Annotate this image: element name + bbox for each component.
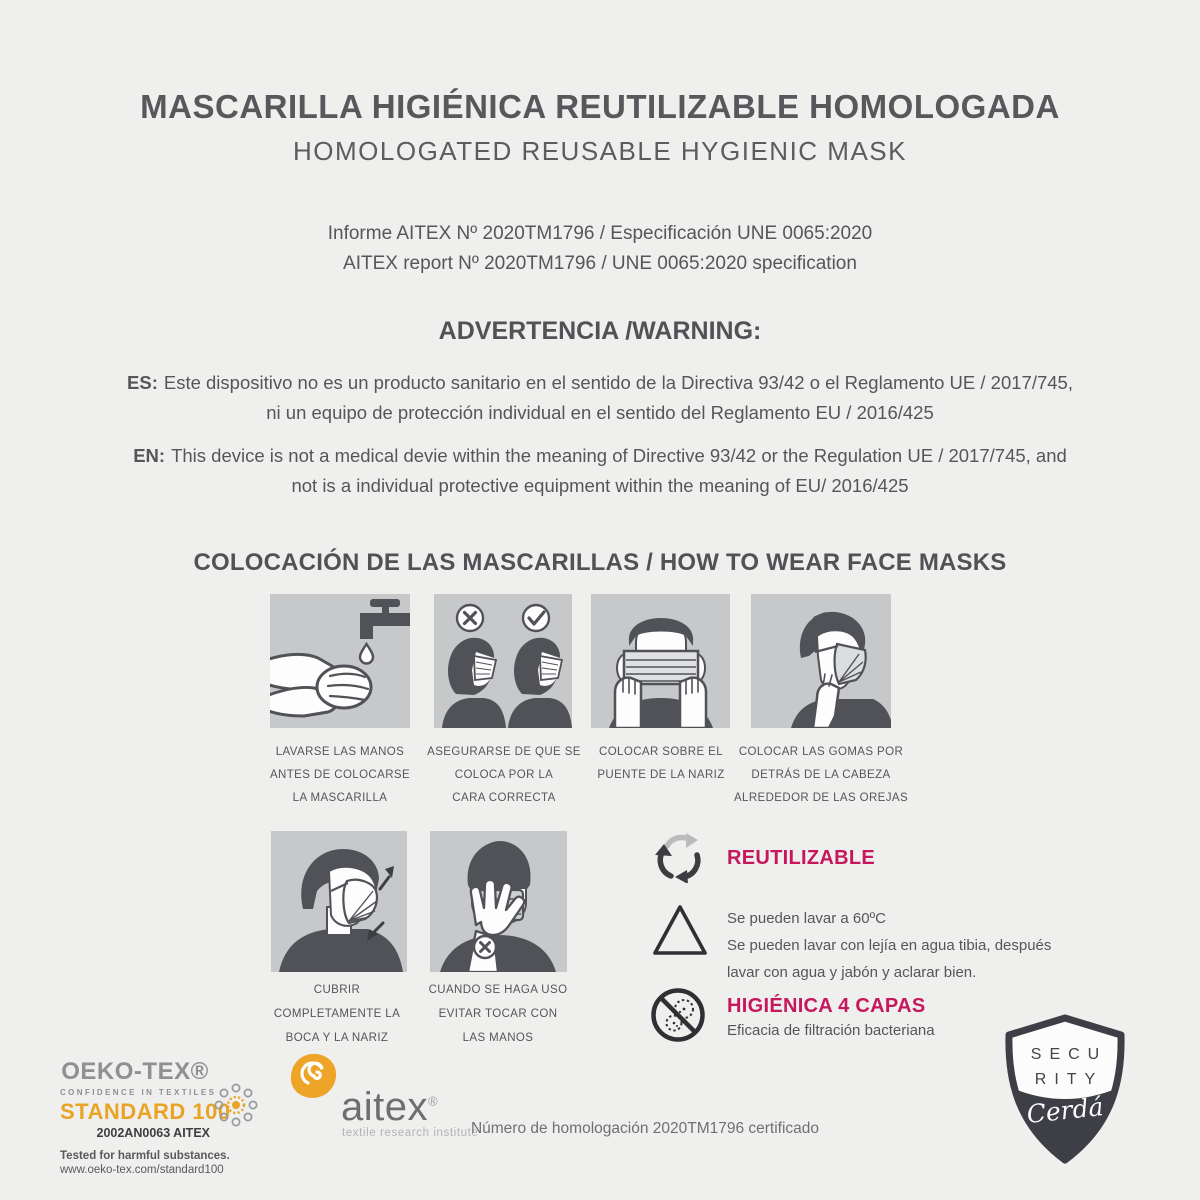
aitex-tagline: textile research institute xyxy=(342,1127,479,1139)
reusable-label: REUTILIZABLE xyxy=(727,847,876,869)
shield-script-name: Cerdá xyxy=(1025,1092,1105,1129)
warning-es xyxy=(0,368,1200,428)
page-subtitle: HOMOLOGATED REUSABLE HYGIENIC MASK xyxy=(293,136,907,166)
step-panel-correct-side xyxy=(434,594,572,728)
step-panel-avoid-touch xyxy=(430,831,567,972)
warning-es-line1: ES: Este dispositivo no es un producto sanitario en el sentido de la Directiva 93/42 o el Reglamento UE / 2017/745, xyxy=(127,372,1073,393)
wash-triangle-icon xyxy=(652,903,708,957)
aitex-wordmark: aitex® xyxy=(341,1085,439,1129)
oekotex-certificate: 2002AN0063 AITEX xyxy=(96,1126,210,1140)
recycle-icon xyxy=(650,829,708,883)
warning-es-line2: ni un equipo de protección individual en el sentido del Reglamento EU / 2016/425 xyxy=(266,402,934,423)
report-line-es: Informe AITEX Nº 2020TM1796 / Especificación UNE 0065:2020 xyxy=(327,223,873,244)
mask-correct-side-icon xyxy=(434,594,572,728)
warning-en-line2: not is a individual protective equipment within the meaning of EU/ 2016/425 xyxy=(291,475,909,496)
oekotex-brand: OEKO-TEX® xyxy=(61,1058,209,1085)
no-bacteria-icon xyxy=(649,986,707,1044)
avoid-touching-icon xyxy=(430,831,567,972)
wash-hands-icon xyxy=(270,594,410,728)
step-caption-correct-side: ASEGURARSE DE QUE SE COLOCA POR LA CARA CORRECTA xyxy=(427,746,581,804)
hygienic-label: HIGIÉNICA 4 CAPAS xyxy=(727,995,926,1017)
oekotex-standard: STANDARD 100 xyxy=(60,1099,231,1124)
hygienic-sublabel: Eficacia de filtración bacteriana xyxy=(727,1022,935,1039)
step-panel-cover xyxy=(271,831,407,972)
shield-text-top: SECU xyxy=(1030,1046,1108,1063)
report-line-en: AITEX report Nº 2020TM1796 / UNE 0065:2020 specification xyxy=(343,253,857,274)
cover-mouth-nose-icon xyxy=(271,831,407,972)
step-caption-avoid-touch: CUANDO SE HAGA USO EVITAR TOCAR CON LAS MANOS xyxy=(428,984,568,1044)
warning-en-line1: EN: This device is not a medical devie within the meaning of Directive 93/42 or the Regulation UE / 2017/745, and xyxy=(133,445,1067,466)
oekotex-tested-text: Tested for harmful substances. xyxy=(60,1150,230,1162)
warning-en xyxy=(0,441,1200,501)
step-panel-wash-hands xyxy=(270,594,410,728)
oekotex-url: www.oeko-tex.com/standard100 xyxy=(60,1164,224,1176)
oekotex-tagline: CONFIDENCE IN TEXTILES xyxy=(60,1088,217,1097)
page-title: MASCARILLA HIGIÉNICA REUTILIZABLE HOMOLOGADA xyxy=(140,88,1060,125)
oeko-flower-icon xyxy=(214,1083,258,1127)
straps-behind-head-icon xyxy=(751,594,891,728)
shield-text-bottom: RITY xyxy=(1034,1071,1104,1088)
aitex-spiral-icon xyxy=(290,1053,338,1099)
homologation-number: Número de homologación 2020TM1796 certificado xyxy=(470,1120,820,1137)
instructions-heading: COLOCACIÓN DE LAS MASCARILLAS / HOW TO WEAR FACE MASKS xyxy=(193,549,1007,576)
shield-icon xyxy=(1002,1014,1128,1164)
step-caption-straps: COLOCAR LAS GOMAS POR DETRÁS DE LA CABEZA ALREDEDOR DE LAS OREJAS xyxy=(733,746,909,804)
step-caption-over-nose: COLOCAR SOBRE EL PUENTE DE LA NARIZ xyxy=(597,746,725,781)
oekotex-logo xyxy=(60,1058,231,1176)
washing-instructions: Se pueden lavar a 60ºC Se pueden lavar con lejía en agua tibia, después lavar con agua y jabón y aclarar bien. xyxy=(727,910,1052,981)
step-panel-over-nose xyxy=(591,594,730,728)
step-caption-cover: CUBRIR COMPLETAMENTE LA BOCA Y LA NARIZ xyxy=(273,984,401,1044)
mask-over-nose-icon xyxy=(591,594,730,728)
warning-heading: ADVERTENCIA /WARNING: xyxy=(438,317,762,345)
step-caption-wash-hands: LAVARSE LAS MANOS ANTES DE COLOCARSE LA MASCARILLA xyxy=(269,746,411,804)
step-panel-straps xyxy=(751,594,891,728)
